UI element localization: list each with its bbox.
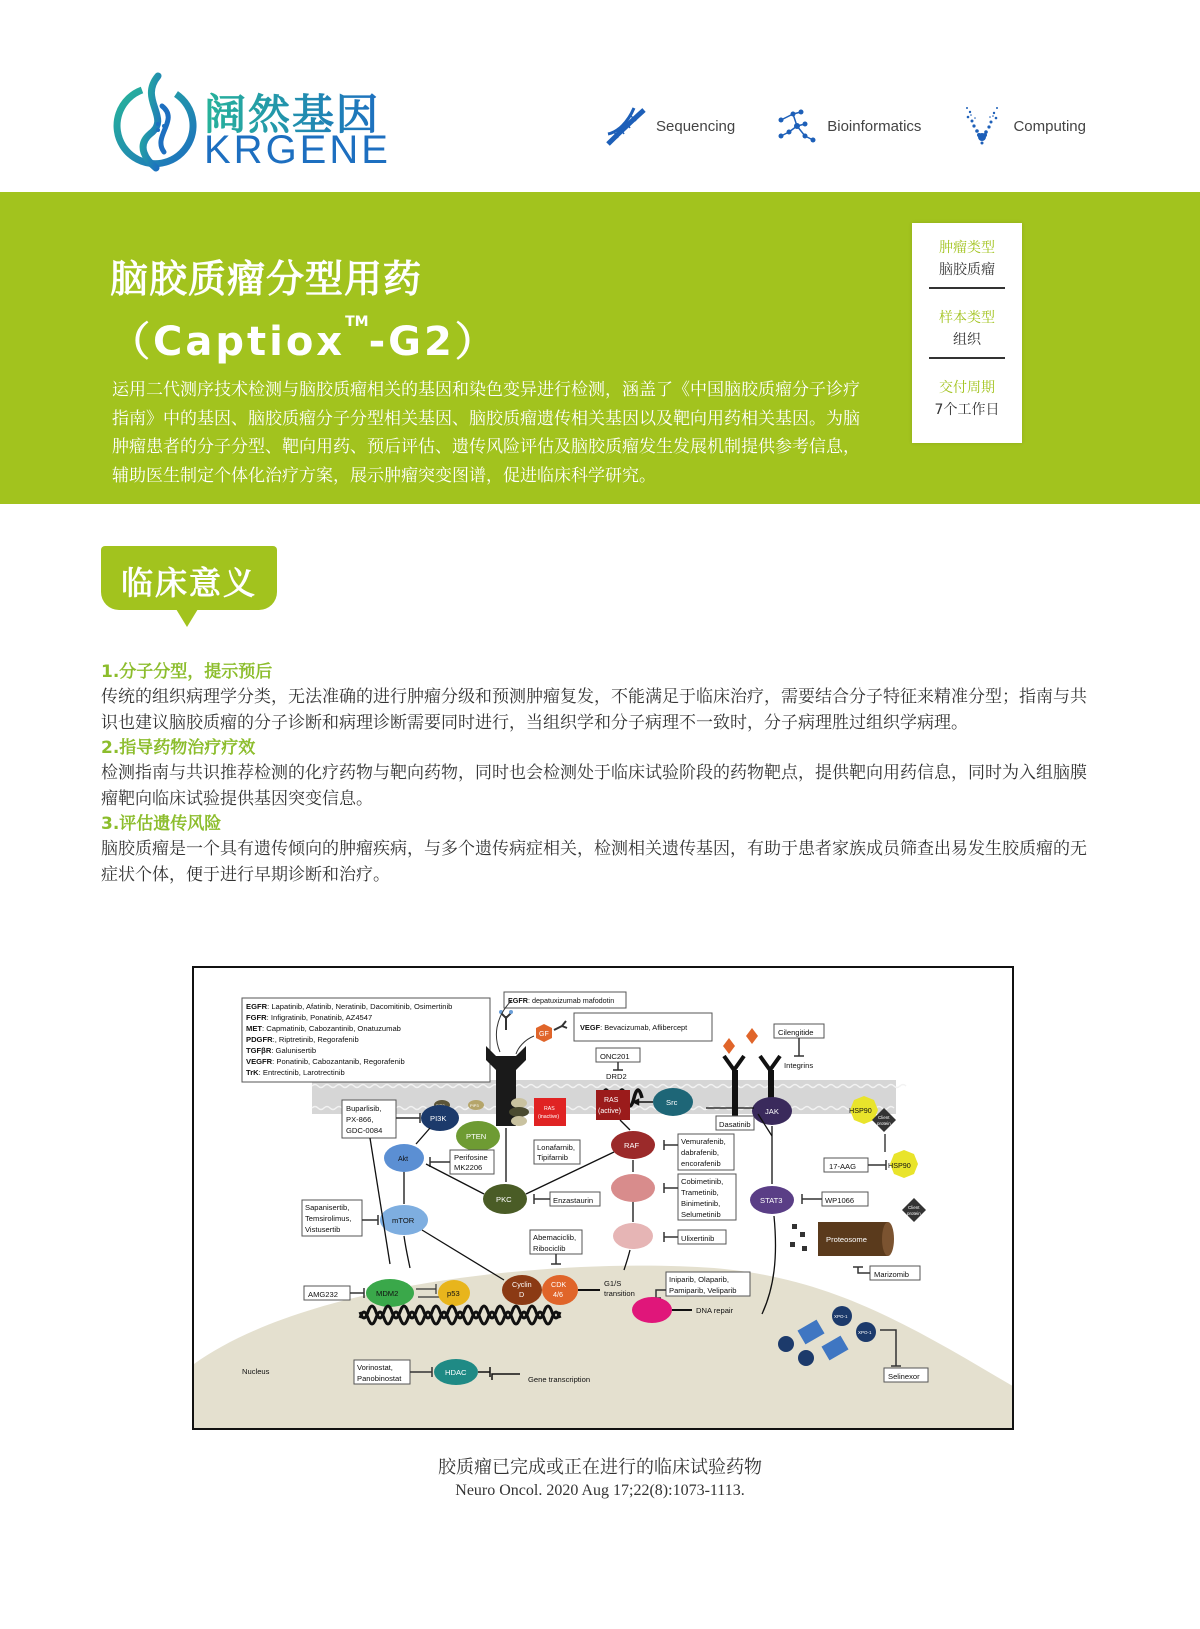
- scatter-cloud-icon: [961, 104, 1005, 148]
- svg-text:p53: p53: [447, 1289, 460, 1298]
- svg-text:Vorinostat,Panobinostat: Vorinostat, Panobinostat: [357, 1363, 402, 1383]
- point-body: 传统的组织病理学分类，无法准确的进行肿瘤分级和预测肿瘤复发，不能满足于临床治疗，需要结合分子特征来精准分型；指南与共识也建议脑胶质瘤的分子诊断和病理诊断需要同时进行，当组织学和分子病理不一致时，分子病理胜过组织学病理。: [101, 687, 1087, 733]
- service-bioinformatics: [775, 104, 921, 148]
- svg-text:Clientprotein: Client protein: [877, 1115, 891, 1126]
- svg-text:Buparlisib,PX-866,GDC-0084: Buparlisib, PX-866, GDC-0084: [346, 1104, 383, 1135]
- ras-inactive-node: [534, 1098, 566, 1126]
- info-value: 脑胶质瘤: [939, 262, 995, 278]
- svg-text:VEGFR: Ponatinib, Cabozantanib: VEGFR: Ponatinib, Cabozantanib, Regorafenib: [246, 1057, 405, 1066]
- paren-open: （: [110, 319, 153, 365]
- ras-active-node: [596, 1090, 630, 1120]
- svg-text:EGFR: Lapatinib, Afatinib, Ner: EGFR: Lapatinib, Afatinib, Neratinib, Dacomitinib, Osimertinib: [246, 1002, 453, 1011]
- svg-text:Enzastaurin: Enzastaurin: [553, 1196, 594, 1205]
- logo-chinese-name: 阔然基因: [204, 82, 380, 142]
- network-nodes-icon: [775, 104, 819, 148]
- pathway-diagram: [194, 968, 1014, 1430]
- svg-text:TGFβR: Galunisertib: TGFβR: Galunisertib: [246, 1046, 317, 1055]
- svg-text:XPO-1: XPO-1: [834, 1314, 848, 1319]
- svg-text:HSP90: HSP90: [849, 1106, 872, 1115]
- svg-text:Sapanisertib,Temsirolimus,Vist: Sapanisertib, Temsirolimus, Vistusertib: [305, 1203, 352, 1234]
- service-computing: [961, 104, 1086, 148]
- svg-text:Clientprotein: Client protein: [907, 1205, 921, 1216]
- svg-text:17-AAG: 17-AAG: [829, 1162, 857, 1171]
- point-body: 脑胶质瘤是一个具有遗传倾向的肿瘤疾病，与多个遗传病症相关，检测相关遗传基因，有助于患者家族成员筛查出易发生胶质瘤的无症状个体，便于进行早期诊断和治疗。: [101, 839, 1087, 885]
- product-info-card: [912, 223, 1022, 443]
- point-heading: 1.分子分型，提示预后: [101, 662, 273, 682]
- svg-text:VEGF: Bevacizumab, Aflibercept: VEGF: Bevacizumab, Aflibercept: [580, 1023, 688, 1032]
- svg-text:FGFR: Infigratinib, Ponatinib,: FGFR: Infigratinib, Ponatinib, AZ4547: [246, 1013, 373, 1022]
- svg-text:Selinexor: Selinexor: [888, 1372, 920, 1381]
- svg-text:AMG232: AMG232: [308, 1290, 338, 1299]
- svg-text:Abemaciclib,Ribociclib: Abemaciclib, Ribociclib: [533, 1233, 577, 1253]
- product-intro: 运用二代测序技术检测与脑胶质瘤相关的基因和染色变异进行检测，涵盖了《中国脑胶质瘤分子诊疗指南》中的基因、脑胶质瘤分子分型相关基因、脑胶质瘤遗传相关基因以及靶向用药相关基因。为脑肿瘤患者的分子分型、靶向用药、预后评估、遗传风险评估及脑胶质瘤发生发展机制提供参考信息，辅助医生制定个体化治疗方案，展示肿瘤突变图谱，促进临床科学研究。: [112, 380, 860, 486]
- svg-text:TrK: Entrectinib, Larotrectini: TrK: Entrectinib, Larotrectinib: [246, 1068, 345, 1077]
- point-body: 检测指南与共识推荐检测的化疗药物与靶向药物，同时也会检测处于临床试验阶段的药物靶点，提供靶向用药信息，同时为入组脑膜瘤靶向临床试验提供基因突变信息。: [101, 763, 1087, 809]
- svg-text:HSP90: HSP90: [888, 1161, 911, 1170]
- logo-helix-icon: [112, 72, 198, 172]
- clinical-points: [101, 660, 1101, 888]
- svg-text:Integrins: Integrins: [784, 1061, 814, 1070]
- point-heading: 2.指导药物治疗疗效: [101, 738, 256, 758]
- svg-text:EGFR: depatuxizumab mafodotin: EGFR: depatuxizumab mafodotin: [508, 996, 615, 1005]
- svg-text:Vemurafenib,dabrafenib,encoraf: Vemurafenib, dabrafenib, encorafenib: [681, 1137, 726, 1168]
- svg-text:WP1066: WP1066: [825, 1196, 855, 1205]
- svg-text:Akt: Akt: [398, 1156, 409, 1163]
- svg-text:MET: Capmatinib, Cabozantinib,: MET: Capmatinib, Cabozantinib, Onatuzumab: [246, 1024, 401, 1033]
- info-label: 交付周期: [939, 380, 995, 396]
- info-tumor-type: [912, 237, 1022, 307]
- product-title: 脑胶质瘤分型用药: [110, 257, 423, 301]
- svg-text:Cobimetinib,Trametinib,Binimet: Cobimetinib, Trametinib, Binimetinib, Selumetinib: [681, 1177, 724, 1219]
- krgene-logo: [112, 72, 391, 172]
- parp-node: [632, 1297, 672, 1323]
- svg-text:PTEN: PTEN: [466, 1132, 487, 1141]
- svg-text:CDK4/6: CDK 4/6: [551, 1280, 567, 1299]
- svg-text:XPO-1: XPO-1: [858, 1330, 872, 1335]
- divider: [929, 357, 1005, 359]
- svg-text:DRD2: DRD2: [606, 1072, 627, 1081]
- svg-text:Iniparib, Olaparib,Pamiparib,: Iniparib, Olaparib, Pamiparib, Veliparib: [669, 1275, 737, 1295]
- svg-text:CyclinD: Cyclin D: [512, 1280, 532, 1299]
- svg-text:JAK: JAK: [765, 1107, 779, 1116]
- point-heading: 3.评估遗传风险: [101, 814, 222, 834]
- info-label: 肿瘤类型: [939, 240, 995, 256]
- logo-english-name: KRGENE: [204, 128, 391, 172]
- svg-text:PIP3: PIP3: [470, 1103, 479, 1108]
- section-title: 临床意义: [121, 564, 258, 602]
- dna-helix-icon: [604, 104, 648, 148]
- svg-text:Proteosome: Proteosome: [826, 1235, 867, 1244]
- divider: [929, 287, 1005, 289]
- services-list: [604, 102, 1086, 150]
- svg-text:mTOR: mTOR: [392, 1216, 415, 1225]
- svg-text:Cilengitide: Cilengitide: [778, 1028, 814, 1037]
- figure-citation: Neuro Oncol. 2020 Aug 17;22(8):1073-1113.: [455, 1482, 745, 1499]
- product-suffix: -G2: [368, 319, 455, 365]
- svg-text:ONC201: ONC201: [600, 1052, 630, 1061]
- product-code-title: [110, 310, 498, 367]
- info-value: 组织: [953, 332, 981, 348]
- service-label: Computing: [1013, 117, 1086, 135]
- info-turnaround: [912, 377, 1022, 447]
- pathway-figure: [192, 966, 1014, 1430]
- svg-text:PKC: PKC: [496, 1195, 512, 1204]
- svg-text:Dasatinib: Dasatinib: [719, 1120, 751, 1129]
- section-heading-badge: [101, 546, 277, 610]
- svg-text:Ulixertinib: Ulixertinib: [681, 1234, 715, 1243]
- svg-text:RAF: RAF: [624, 1141, 640, 1150]
- svg-text:RAS(inactive): RAS (inactive): [538, 1106, 560, 1120]
- mek-node: [611, 1174, 655, 1202]
- svg-text:PI3K: PI3K: [430, 1114, 447, 1123]
- brand-name: Captiox: [153, 319, 346, 365]
- svg-text:STAT3: STAT3: [760, 1196, 783, 1205]
- svg-text:PerifosineMK2206: Perifosine MK2206: [454, 1153, 488, 1172]
- service-label: Bioinformatics: [827, 117, 922, 135]
- svg-text:DNA repair: DNA repair: [696, 1306, 734, 1315]
- info-sample-type: [912, 307, 1022, 377]
- svg-text:MDM2: MDM2: [376, 1289, 399, 1298]
- svg-text:Nucleus: Nucleus: [242, 1367, 270, 1376]
- service-label: Sequencing: [656, 117, 736, 135]
- info-label: 样本类型: [939, 310, 995, 326]
- page-header: [0, 0, 1200, 192]
- svg-text:G1/Stransition: G1/S transition: [604, 1279, 635, 1298]
- figure-caption: 胶质瘤已完成或正在进行的临床试验药物: [438, 1457, 762, 1478]
- svg-text:Lonafarnib,Tipifarnib: Lonafarnib, Tipifarnib: [537, 1143, 575, 1162]
- info-value: 7个工作日: [934, 402, 1000, 418]
- svg-text:GF: GF: [539, 1031, 549, 1038]
- svg-text:Gene transcription: Gene transcription: [528, 1375, 591, 1384]
- paren-close: ）: [454, 319, 498, 365]
- svg-text:Marizomib: Marizomib: [874, 1270, 910, 1279]
- trademark: TM: [345, 314, 369, 330]
- svg-text:Src: Src: [666, 1098, 678, 1107]
- svg-text:PDGFR:, Riptretinib, Regorafen: PDGFR:, Riptretinib, Regorafenib: [246, 1035, 359, 1044]
- erk-node: [613, 1223, 653, 1249]
- svg-text:RAS(active): RAS (active): [598, 1097, 621, 1115]
- service-sequencing: [604, 104, 735, 148]
- svg-text:HDAC: HDAC: [445, 1368, 467, 1377]
